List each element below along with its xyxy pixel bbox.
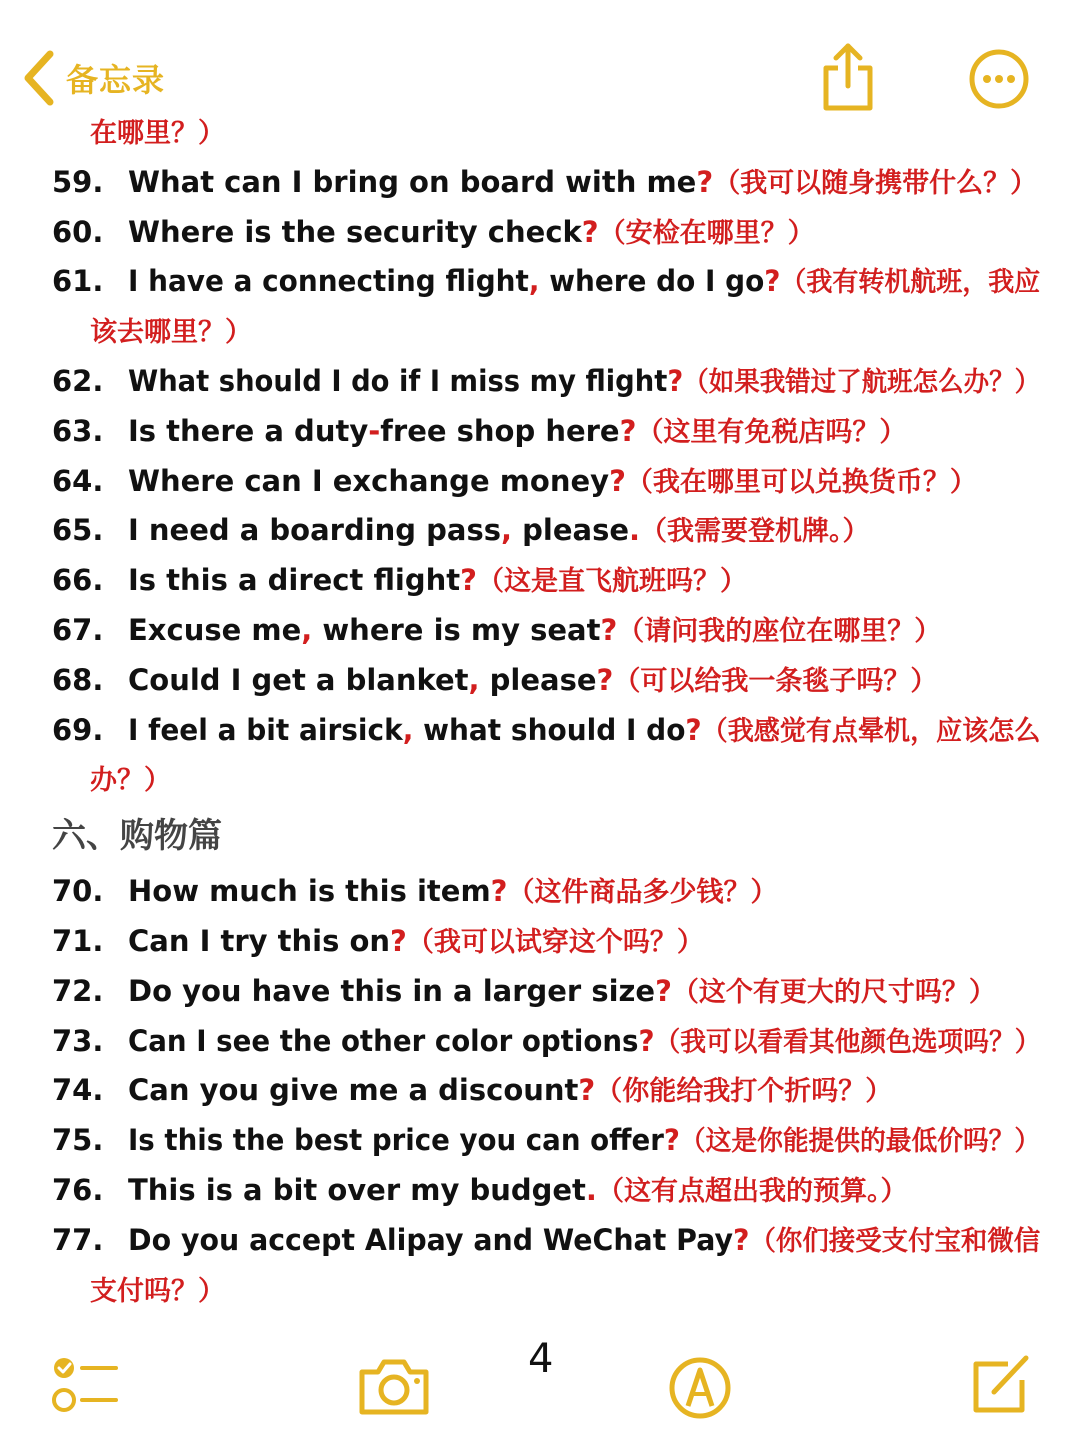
english-phrase: Where is the security check [128, 214, 582, 249]
markup-button[interactable] [668, 1356, 732, 1424]
phrase-item [0, 556, 1080, 606]
chinese-translation: （这件商品多少钱？） [507, 877, 778, 909]
chinese-translation: （我感觉有点晕机，应该怎么 [701, 715, 1041, 747]
punctuation: ? [609, 463, 626, 498]
phrase-line [128, 706, 1040, 757]
phrase-item [0, 457, 1080, 507]
punctuation: , [402, 712, 414, 747]
punctuation: ? [732, 1222, 750, 1257]
chinese-translation: （你能给我打个折吗？） [595, 1076, 893, 1108]
punctuation: , [468, 662, 480, 697]
phrase-item [0, 1166, 1080, 1216]
phrase-item [0, 967, 1080, 1017]
continuation-line [0, 108, 1080, 158]
chinese-translation: （安检在哪里？） [598, 217, 815, 249]
phrase-item [0, 407, 1080, 457]
share-button[interactable] [820, 42, 876, 116]
continuation-text [90, 108, 225, 159]
punctuation: ? [663, 1123, 680, 1158]
english-phrase-continued: what should I do [413, 712, 686, 747]
english-phrase: Is this a direct flight [128, 563, 461, 598]
punctuation: , [528, 264, 540, 299]
phrase-item [0, 208, 1080, 258]
english-phrase: I feel a bit airsick [128, 712, 403, 747]
top-toolbar [0, 0, 1080, 110]
phrase-line [128, 1066, 892, 1117]
phrase-item [0, 1116, 1080, 1166]
english-phrase: Excuse me [128, 612, 302, 647]
checklist-button[interactable] [50, 1354, 120, 1422]
punctuation: , [501, 513, 513, 548]
english-phrase-continued: free shop here [380, 413, 620, 448]
bottom-toolbar [0, 1330, 1080, 1440]
phrase-item [0, 706, 1080, 756]
continuation-line [0, 307, 1080, 357]
english-phrase: Can I see the other color options [128, 1023, 639, 1058]
continuation-line [0, 755, 1080, 805]
page-number: 4 [528, 1336, 554, 1382]
english-phrase: Where can I exchange money [128, 463, 610, 498]
english-phrase: Do you accept Alipay and WeChat Pay [128, 1222, 733, 1257]
chinese-translation: （我有转机航班，我应 [780, 267, 1041, 299]
punctuation: ? [667, 363, 684, 398]
english-phrase: What can I bring on board with me [128, 164, 697, 199]
phrase-line [128, 1116, 1040, 1167]
punctuation: ? [460, 563, 477, 598]
item-number: 62. [52, 363, 104, 398]
item-number: 76. [52, 1172, 104, 1207]
item-number: 72. [52, 973, 104, 1008]
item-number: 70. [52, 874, 104, 909]
chinese-translation: 支付吗？） [90, 1275, 225, 1307]
phrase-item [0, 506, 1080, 556]
english-phrase: Is there a duty [128, 413, 369, 448]
chinese-translation: （这个有更大的尺寸吗？） [671, 976, 996, 1008]
punctuation: ? [490, 874, 508, 909]
section-heading-row [0, 805, 1080, 867]
compose-icon [968, 1403, 1032, 1422]
continuation-line [0, 1266, 1080, 1316]
continuation-text [90, 307, 252, 358]
english-phrase: Could I get a blanket [128, 662, 469, 697]
continuation-text [90, 755, 171, 806]
item-number: 73. [52, 1023, 104, 1058]
item-number: 63. [52, 413, 104, 448]
item-number: 60. [52, 214, 104, 249]
phrase-line [128, 158, 1037, 209]
phrase-line [128, 606, 941, 657]
punctuation: ? [619, 413, 637, 448]
checklist-icon [50, 1403, 120, 1422]
back-button[interactable] [22, 50, 165, 106]
item-number: 67. [52, 612, 104, 647]
punctuation: ? [390, 923, 407, 958]
punctuation: , [301, 612, 313, 647]
english-phrase: Do you have this in a larger size [128, 973, 656, 1008]
punctuation: ? [600, 612, 618, 647]
phrase-line [128, 867, 778, 918]
phrase-item [0, 867, 1080, 917]
phrase-item [0, 1216, 1080, 1266]
phrase-item [0, 257, 1080, 307]
english-phrase: I have a connecting flight [128, 264, 529, 299]
item-number: 77. [52, 1222, 104, 1257]
note-body[interactable] [0, 108, 1080, 1315]
chinese-translation: （我可以随身携带什么？） [713, 167, 1038, 199]
chinese-translation: （可以给我一条毯子吗？） [613, 665, 938, 697]
item-number: 71. [52, 923, 104, 958]
section-heading: 六、购物篇 [52, 816, 222, 857]
english-phrase-continued: where is my seat [312, 612, 601, 647]
punctuation: ? [638, 1023, 655, 1058]
chinese-translation: （如果我错过了航班怎么办？） [683, 366, 1041, 398]
phrase-line [128, 1166, 907, 1217]
back-label: 备忘录 [66, 61, 166, 99]
punctuation: ? [685, 712, 702, 747]
phrase-line [128, 1216, 1040, 1267]
chinese-translation: （这里有免税店吗？） [636, 416, 907, 448]
chinese-translation: 办？） [90, 765, 171, 797]
phrase-item [0, 158, 1080, 208]
phrase-line [128, 1017, 1040, 1068]
english-phrase: How much is this item [128, 874, 491, 909]
punctuation: ? [655, 973, 672, 1008]
chinese-translation: （我可以看看其他颜色选项吗？） [654, 1026, 1041, 1058]
phrase-line [128, 407, 906, 458]
english-phrase: This is a bit over my budget [128, 1172, 586, 1207]
more-button[interactable] [968, 48, 1030, 114]
phrase-item [0, 1017, 1080, 1067]
markup-pen-icon [668, 1405, 732, 1424]
punctuation: ? [596, 662, 614, 697]
punctuation: ? [578, 1073, 596, 1108]
camera-icon [356, 1403, 432, 1422]
english-phrase-continued: please [479, 662, 597, 697]
chinese-translation: （这是你能提供的最低价吗？） [679, 1126, 1041, 1158]
item-number: 75. [52, 1123, 104, 1158]
english-phrase: I need a boarding pass [128, 513, 501, 548]
phrase-line [128, 656, 937, 707]
continuation-text [90, 1266, 225, 1317]
phrase-line [128, 357, 1040, 408]
item-number: 69. [52, 712, 104, 747]
english-phrase: Can you give me a discount [128, 1073, 579, 1108]
item-number: 65. [52, 513, 104, 548]
phrase-item [0, 606, 1080, 656]
chinese-translation: （这是直飞航班吗？） [476, 566, 747, 598]
phrase-line [128, 257, 1040, 308]
english-phrase: Is this the best price you can offer [128, 1123, 664, 1158]
punctuation: . [629, 513, 641, 548]
phrase-line [128, 917, 704, 968]
punctuation: - [368, 413, 381, 448]
item-number: 61. [52, 264, 104, 299]
chinese-translation: （我在哪里可以兑换货币？） [625, 466, 977, 498]
chinese-translation: （这有点超出我的预算。） [596, 1175, 908, 1207]
english-phrase: What should I do if I miss my flight [128, 363, 668, 398]
chinese-translation: 该去哪里？） [90, 317, 252, 349]
phrase-line [128, 457, 977, 508]
chevron-left-icon [22, 50, 56, 106]
item-number: 64. [52, 463, 104, 498]
phrase-line [128, 506, 870, 557]
english-phrase-continued: where do I go [539, 264, 765, 299]
compose-button[interactable] [968, 1350, 1032, 1422]
item-number: 66. [52, 563, 104, 598]
phrase-item [0, 357, 1080, 407]
punctuation: ? [581, 214, 599, 249]
phrase-line [128, 556, 747, 607]
punctuation: ? [696, 164, 714, 199]
english-phrase-continued: please [512, 513, 629, 548]
chinese-translation: 在哪里？） [90, 118, 225, 149]
item-number: 68. [52, 662, 104, 697]
phrase-line [128, 967, 996, 1018]
chinese-translation: （我可以试穿这个吗？） [406, 926, 704, 958]
chinese-translation: （你们接受支付宝和微信 [749, 1225, 1041, 1257]
chinese-translation: （我需要登机牌。） [640, 516, 870, 548]
phrase-item [0, 917, 1080, 967]
phrase-line [128, 208, 815, 259]
punctuation: ? [764, 264, 781, 299]
camera-button[interactable] [356, 1356, 432, 1422]
item-number: 59. [52, 164, 104, 199]
chinese-translation: （请问我的座位在哪里？） [617, 615, 942, 647]
english-phrase: Can I try this on [128, 923, 391, 958]
phrase-item [0, 656, 1080, 706]
punctuation: . [585, 1172, 597, 1207]
item-number: 74. [52, 1073, 104, 1108]
phrase-item [0, 1066, 1080, 1116]
